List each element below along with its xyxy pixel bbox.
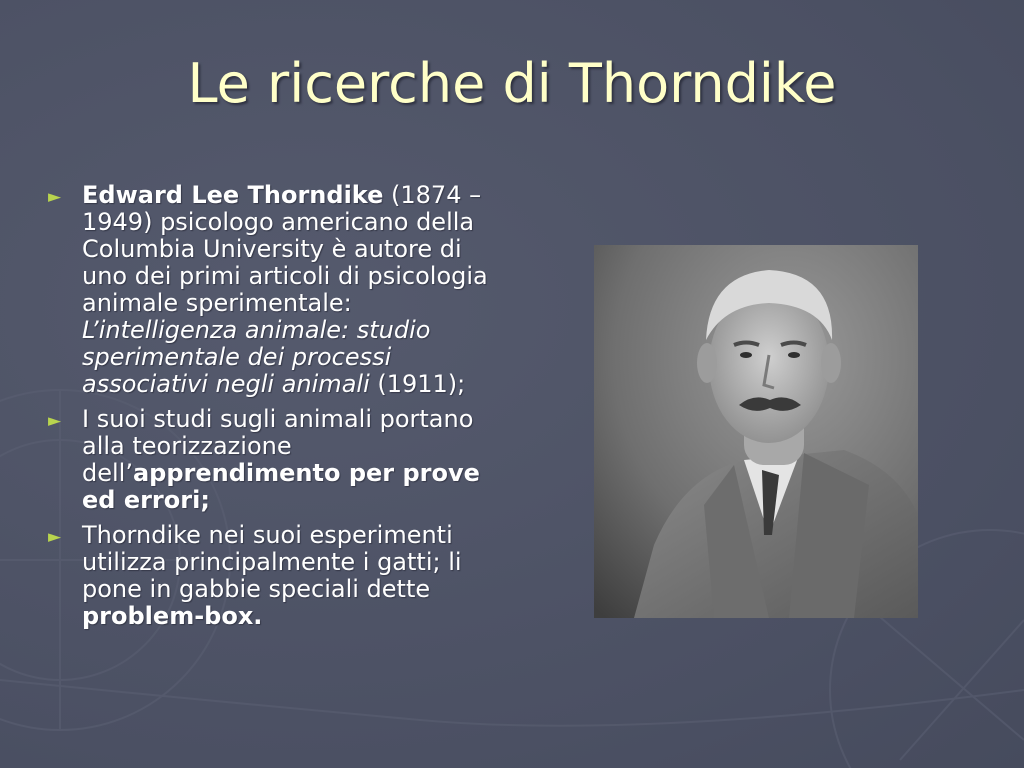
bullet-text — [82, 182, 508, 398]
bullet-bold-name: Edward Lee Thorndike — [82, 181, 384, 209]
triangle-bullet-icon: ► — [48, 187, 62, 207]
bullet-text — [82, 522, 508, 630]
bullet-item — [48, 406, 508, 514]
bullet-text — [82, 406, 508, 514]
bullet-text-part: (1874 – 1949) psicologo americano della Columbia University è autore di uno dei primi articoli di psicologia animale sperimentale: — [82, 181, 488, 317]
slide-title: Le ricerche di Thorndike — [187, 52, 837, 115]
portrait-illustration — [594, 245, 918, 618]
bullet-list — [48, 182, 508, 638]
bullet-bold-term: apprendimento per prove ed errori; — [82, 459, 480, 514]
bullet-text-part: (1911); — [369, 370, 466, 398]
bullet-item — [48, 522, 508, 630]
bullet-text-part: I suoi studi sugli animali portano alla teorizzazione dell’ — [82, 405, 474, 487]
bullet-text-part: Thorndike nei suoi esperimenti utilizza principalmente i gatti; li pone in gabbie speciali dette — [82, 521, 462, 603]
bullet-italic-title: L’intelligenza animale: studio sperimentale dei processi associativi negli animali — [82, 316, 431, 398]
bullet-bold-term: problem-box. — [82, 602, 263, 630]
portrait-photo — [594, 245, 918, 618]
triangle-bullet-icon: ► — [48, 527, 62, 547]
bullet-item — [48, 182, 508, 398]
triangle-bullet-icon: ► — [48, 411, 62, 431]
